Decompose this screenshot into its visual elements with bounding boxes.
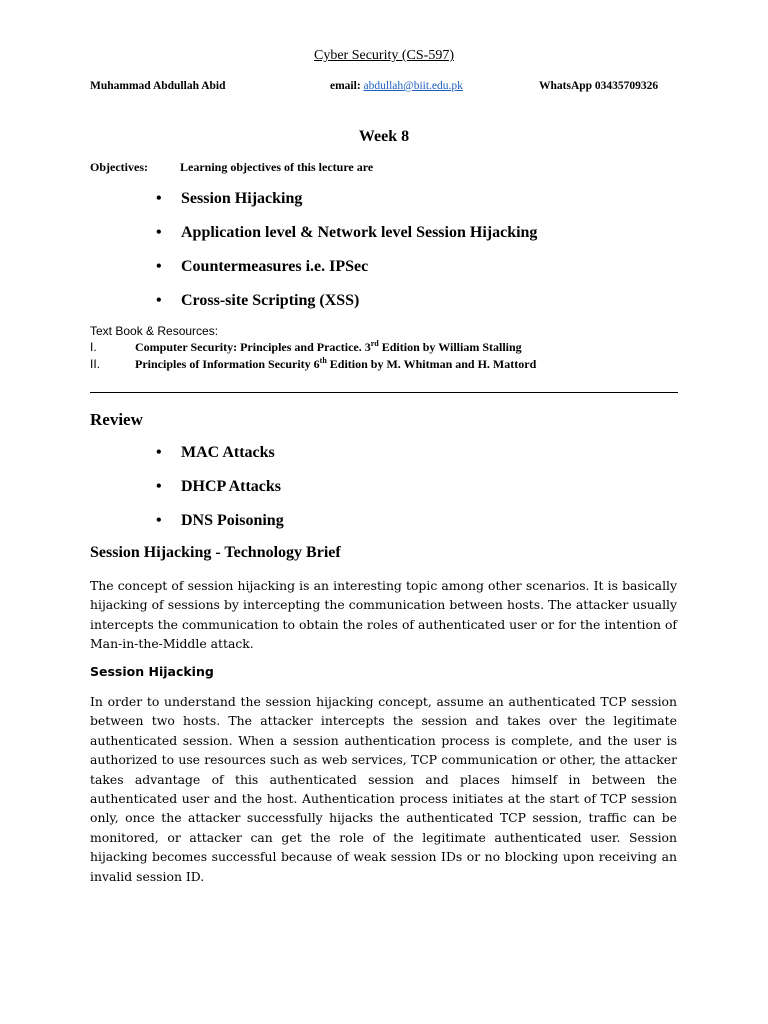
bullet-icon: • — [156, 512, 162, 529]
author-info-row — [0, 80, 768, 96]
review-list — [156, 443, 284, 545]
objectives-list — [156, 189, 537, 325]
horizontal-divider — [90, 392, 678, 393]
objectives-intro: Learning objectives of this lecture are — [180, 160, 374, 174]
objectives-line — [90, 160, 373, 175]
resource-item — [90, 356, 690, 373]
resource-text: Edition by M. Whitman and H. Mattord — [326, 357, 537, 371]
list-item — [156, 477, 284, 497]
sub-heading: Session Hijacking — [90, 664, 214, 679]
bullet-icon: • — [156, 292, 162, 309]
objective-text: Session Hijacking — [181, 190, 303, 207]
review-text: DNS Poisoning — [181, 512, 284, 529]
review-text: DHCP Attacks — [181, 478, 281, 495]
email-group — [330, 80, 463, 92]
resource-text: Principles of Information Security 6 — [135, 357, 320, 371]
list-item — [156, 223, 537, 243]
bullet-icon: • — [156, 190, 162, 207]
bullet-icon: • — [156, 224, 162, 241]
email-link[interactable]: abdullah@biit.edu.pk — [363, 80, 463, 92]
list-item — [156, 189, 537, 209]
week-heading: Week 8 — [358, 128, 410, 145]
section-heading: Session Hijacking - Technology Brief — [90, 544, 341, 561]
objective-text: Cross-site Scripting (XSS) — [181, 292, 360, 309]
review-text: MAC Attacks — [181, 444, 275, 461]
bullet-icon: • — [156, 444, 162, 461]
list-item — [156, 511, 284, 531]
resource-text: Edition by William Stalling — [378, 340, 522, 354]
objectives-label: Objectives: — [90, 160, 148, 174]
bullet-icon: • — [156, 258, 162, 275]
body-paragraph: In order to understand the session hijacking concept, assume an authenticated TCP session between two hosts. The attacker intercepts the session and takes over the legitimate authenticated session. When a session authentication process is complete, and the user is authorized to use resources such as web services, TCP communication or other, the attacker takes advantage of this authenticated session and places himself in between the authenticated user and the host. Authentication process initiates at the start of TCP session only, once the attacker successfully hijacks the authenticated TCP session, traffic can be monitored, or attacker can get the role of the legitimate authenticated user. Session hijacking becomes successful because of weak session IDs or no blocking upon receiving an invalid session ID. — [90, 694, 677, 884]
resources-block — [90, 323, 690, 373]
bullet-icon: • — [156, 478, 162, 495]
intro-paragraph: The concept of session hijacking is an interesting topic among other scenarios. It is basically hijacking of sessions by intercepting the communication between hosts. The attacker usually intercepts the communication to obtain the roles of authenticated user or for the intention of Man-in-the-Middle attack. — [90, 578, 677, 652]
resource-superscript: th — [319, 356, 327, 365]
resource-number: II. — [90, 357, 101, 371]
list-item — [156, 443, 284, 463]
resource-number: I. — [90, 340, 97, 354]
whatsapp-contact: WhatsApp 03435709326 — [539, 80, 659, 92]
email-label: email: — [330, 80, 361, 92]
list-item — [156, 291, 537, 311]
resource-superscript: rd — [370, 339, 379, 348]
objective-text: Countermeasures i.e. IPSec — [181, 258, 369, 275]
course-title: Cyber Security (CS-597) — [314, 48, 454, 63]
resource-item — [90, 339, 690, 356]
review-heading: Review — [90, 410, 143, 429]
objective-text: Application level & Network level Session Hijacking — [181, 224, 538, 241]
author-name: Muhammad Abdullah Abid — [90, 80, 226, 92]
resources-heading: Text Book & Resources: — [90, 324, 219, 338]
resource-text: Computer Security: Principles and Practice. 3 — [135, 340, 371, 354]
list-item — [156, 257, 537, 277]
